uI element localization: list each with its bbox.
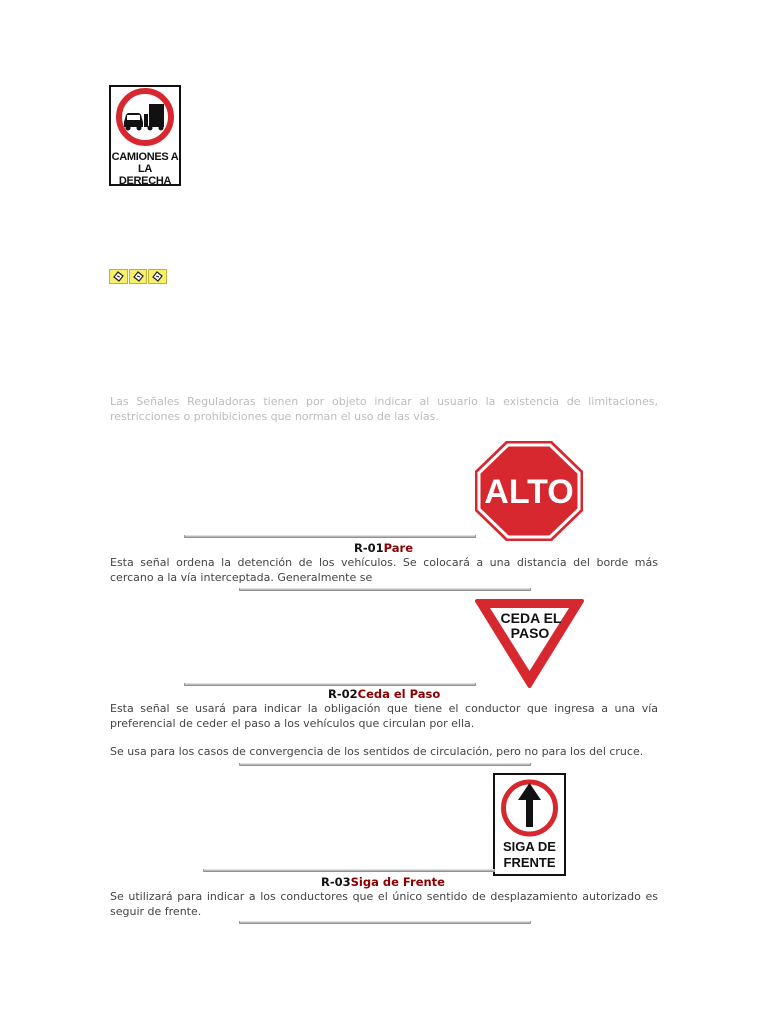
sign-description-r03 <box>110 890 658 919</box>
sign-description-r02 <box>110 702 658 760</box>
go-straight-text-line1: SIGA DE <box>503 839 556 854</box>
description-paragraph: Esta señal ordena la detención de los vehículos. Se colocará a una distancia del borde más cercano a la vía interceptada. Generalmente se <box>110 556 658 584</box>
sign-name: Ceda el Paso <box>357 687 441 701</box>
tilted-square-icon <box>112 271 125 282</box>
intro-paragraph: Las Señales Reguladoras tienen por objeto indicar al usuario la existencia de limitaciones, restricciones o prohibiciones que norman el uso de las vías. <box>110 395 658 423</box>
nav-icon[interactable] <box>129 269 148 284</box>
sign-name: Pare <box>383 541 413 555</box>
description-paragraph: Se usa para los casos de convergencia de los sentidos de circulación, pero no para los del cruce. <box>110 745 644 758</box>
sign-title-r02 <box>328 687 440 701</box>
sign-code: R-02 <box>328 687 358 701</box>
divider <box>239 588 531 591</box>
yield-sign-text-line1: CEDA EL <box>500 610 562 626</box>
sign-title-r03 <box>321 875 445 889</box>
nav-icon[interactable] <box>148 269 167 284</box>
sign-description-r01 <box>110 556 658 585</box>
yield-sign-text-line2: PASO <box>510 625 550 641</box>
sign-title-r01 <box>354 541 413 555</box>
camiones-a-la-derecha-sign <box>109 85 181 186</box>
sign-name: Siga de Frente <box>350 875 445 889</box>
description-paragraph: Se utilizará para indicar a los conductores que el único sentido de desplazamiento autorizado es seguir de frente. <box>110 890 658 918</box>
divider <box>203 869 495 872</box>
tilted-square-icon <box>132 271 145 282</box>
go-straight-text-line2: FRENTE <box>503 855 556 870</box>
divider <box>239 921 531 924</box>
yield-sign <box>474 598 585 688</box>
tilted-square-icon <box>151 271 164 282</box>
no-truck-overtaking-icon <box>111 87 179 149</box>
stop-sign <box>474 440 584 542</box>
divider <box>184 535 476 538</box>
divider <box>239 763 531 766</box>
nav-icon-group <box>109 269 168 284</box>
stop-sign-text: ALTO <box>484 473 574 511</box>
description-paragraph: Esta señal se usará para indicar la obligación que tiene el conductor que ingresa a una vía preferencial de ceder el paso a los vehículos que circulan por ella. <box>110 702 658 730</box>
nav-icon[interactable] <box>109 269 128 284</box>
sign-code: R-01 <box>354 541 384 555</box>
go-straight-sign <box>493 773 566 876</box>
camiones-sign-text: CAMIONES A LA DERECHA <box>111 151 179 187</box>
sign-code: R-03 <box>321 875 351 889</box>
divider <box>184 683 476 686</box>
